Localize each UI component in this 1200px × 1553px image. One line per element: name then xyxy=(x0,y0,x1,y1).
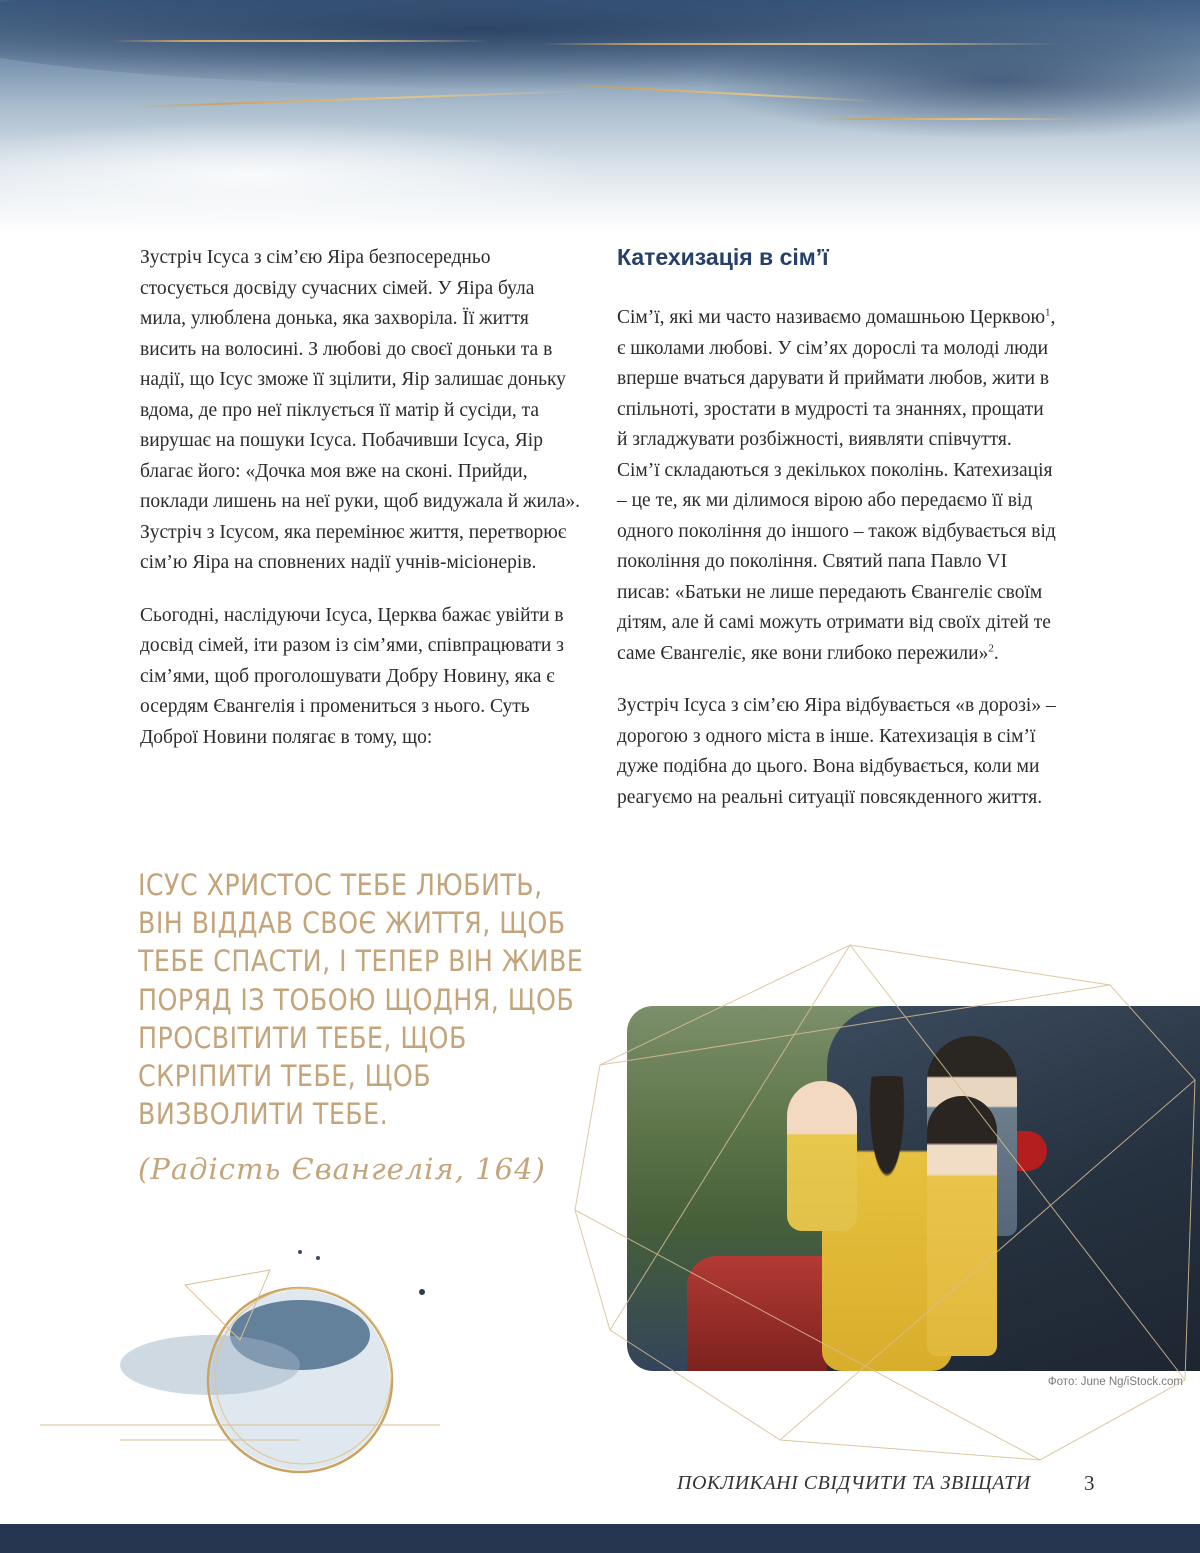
watercolor-circle-ornament xyxy=(40,1250,440,1472)
section-heading: Катехизація в сім’ї xyxy=(617,244,829,270)
left-paragraph-1: Зустріч Ісуса з сім’єю Яіра безпосередньо стосується досвіду сучасних сімей. У Яіра була мила, улюблена донька, яка захворіла. Її життя висить на волосині. З любові до своєї доньки та в надії, що Ісус зможе її зцілити, Яір залишає доньку вдома, де про неї піклується її матір й сусіди, та вирушає на пошуки Ісуса. Побачивши Ісуса, Яір благає його: «Дочка моя вже на сконі. Прийди, поклади лишень на неї руки, щоб видужала й жила». Зустріч з Ісусом, яка перемінює життя, перетворює сім’ю Яіра на сповнених надії учнів-місіонерів. xyxy=(140,247,580,573)
page-number: 3 xyxy=(1084,1471,1095,1495)
footnote-ref-1: 1 xyxy=(1045,306,1051,319)
left-paragraph-2: Сьогодні, наслідуючи Ісуса, Церква бажає увійти в досвід сімей, іти разом із сім’ями, співпрацювати з сім’ями, щоб проголошувати Добру Новину, яка є осердям Євангелія і промениться з нього. Суть Доброї Новини полягає в тому, що: xyxy=(140,604,564,748)
quote-citation: (Радість Євангелія, 164) xyxy=(138,1152,546,1186)
footer-publication-title: ПОКЛИКАНІ СВІДЧИТИ ТА ЗВІЩАТИ xyxy=(677,1472,1031,1494)
footnote-ref-2: 2 xyxy=(988,642,994,654)
left-column xyxy=(140,243,580,775)
pull-quote: ІСУС ХРИСТОС ТЕБЕ ЛЮБИТЬ, ВІН ВІДДАВ СВОЄ ЖИТТЯ, ЩОБ ТЕБЕ СПАСТИ, І ТЕПЕР ВІН ЖИВЕ ПОРЯД ІЗ ТОБОЮ ЩОДНЯ, ЩОБ ПРОСВІТИТИ ТЕБЕ, ЩОБ СКРІПИТИ ТЕБЕ, ЩОБ ВИЗВОЛИТИ ТЕБЕ. xyxy=(138,868,584,1132)
right-paragraph-2: Зустріч Ісуса з сім’єю Яіра відбувається «в дорозі» – дорогою з одного міста в інше. Катехизація в сім’ї дуже подібна до цього. Вона відбувається, коли ми реагуємо на реальні ситуації повсякденного життя. xyxy=(617,695,1056,808)
bottom-bar xyxy=(0,1524,1200,1553)
watercolor-banner xyxy=(0,0,1200,236)
right-column xyxy=(617,303,1057,835)
family-photo xyxy=(627,1006,1200,1371)
photo-credit: Фото: June Ng/iStock.com xyxy=(1047,1376,1183,1388)
right-paragraph-1: Сім’ї, які ми часто називаємо домашньою Церквою$^1$, є школами любові. У сім’ях дорослі та молоді люди вперше вчаться дарувати й приймати любов, жити в спільноті, зростати в мудрості та знаннях, прощати й згладжувати розбіжності, виявляти співчуття. Сім’ї складаються з декількох поколінь. Катехизація – це те, як ми ділимося вірою або передаємо її від одного покоління до іншого – також відбувається від покоління до покоління. Святий папа Павло VI писав: «Батьки не лише передають Євангеліє своїм дітям, але й самі можуть отримати від своїх дітей те саме Євангеліє, яке вони глибоко пережили»$^2$. xyxy=(617,306,1056,664)
